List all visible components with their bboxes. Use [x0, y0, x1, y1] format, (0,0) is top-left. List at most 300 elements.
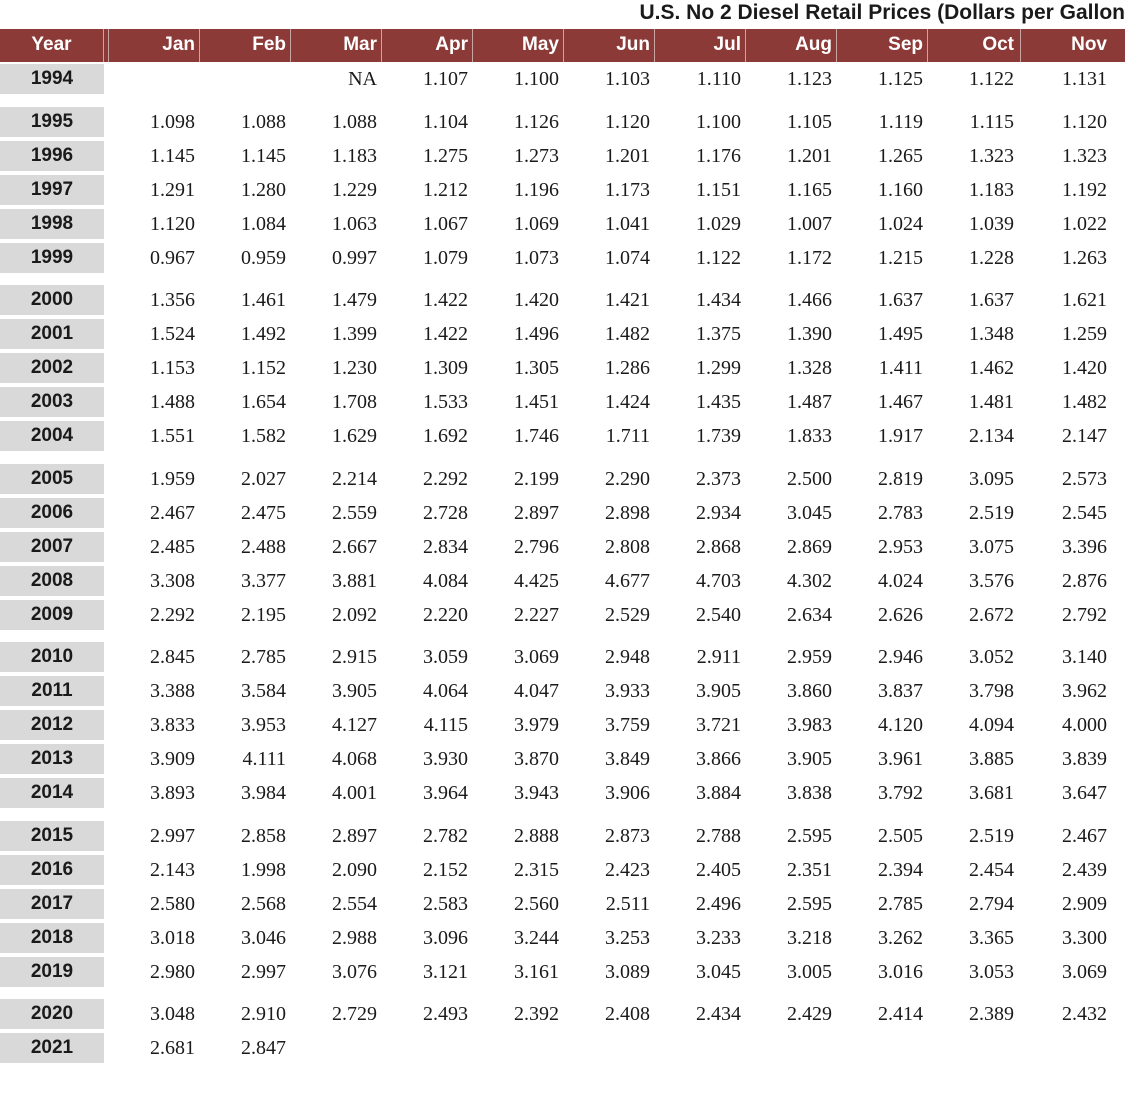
price-cell: 3.069: [1062, 961, 1107, 983]
price-cell: 1.212: [423, 179, 468, 201]
price-cell: 1.100: [514, 68, 559, 90]
price-cell: 3.096: [423, 927, 468, 949]
price-cell: 2.667: [332, 536, 377, 558]
price-cell: 3.983: [787, 714, 832, 736]
price-cell: 3.365: [969, 927, 1014, 949]
price-cell: 3.906: [605, 782, 650, 804]
table-row: [0, 387, 1125, 417]
price-cell: 3.052: [969, 646, 1014, 668]
price-cell: 2.315: [514, 859, 559, 881]
price-cell: 1.420: [514, 289, 559, 311]
price-cell: 1.120: [150, 213, 195, 235]
price-cell: 2.220: [423, 604, 468, 626]
price-cell: 3.377: [241, 570, 286, 592]
year-cell: 2010: [0, 642, 104, 672]
price-cell: 2.467: [1062, 825, 1107, 847]
price-cell: 1.746: [514, 425, 559, 447]
price-cell: 0.959: [241, 247, 286, 269]
table-row: [0, 676, 1125, 706]
price-cell: 2.195: [241, 604, 286, 626]
price-cell: 2.788: [696, 825, 741, 847]
table-row: [0, 107, 1125, 137]
price-cell: 1.348: [969, 323, 1014, 345]
price-cell: 1.654: [241, 391, 286, 413]
price-cell: 1.073: [514, 247, 559, 269]
price-cell: 2.467: [150, 502, 195, 524]
price-cell: 1.692: [423, 425, 468, 447]
price-cell: 3.759: [605, 714, 650, 736]
table-row: [0, 999, 1125, 1029]
year-cell: 2006: [0, 498, 104, 528]
price-cell: 4.115: [423, 714, 468, 736]
price-cell: 1.323: [969, 145, 1014, 167]
price-cell: 1.100: [696, 111, 741, 133]
price-cell: 2.834: [423, 536, 468, 558]
price-cell: 2.505: [878, 825, 923, 847]
price-cell: 1.029: [696, 213, 741, 235]
price-cell: 1.420: [1062, 357, 1107, 379]
table-row: [0, 923, 1125, 953]
year-cell: 1999: [0, 243, 104, 273]
price-cell: 2.488: [241, 536, 286, 558]
table-row: [0, 141, 1125, 171]
price-cell: 1.201: [605, 145, 650, 167]
price-cell: 3.792: [878, 782, 923, 804]
price-cell: 2.785: [878, 893, 923, 915]
price-cell: 1.467: [878, 391, 923, 413]
price-cell: 1.196: [514, 179, 559, 201]
price-cell: 3.962: [1062, 680, 1107, 702]
price-cell: [108, 64, 199, 94]
column-header-nov: Nov: [1020, 29, 1111, 62]
year-cell: 1994: [0, 64, 104, 94]
price-cell: 2.351: [787, 859, 832, 881]
price-cell: 1.022: [1062, 213, 1107, 235]
column-header-sep: Sep: [836, 29, 927, 62]
price-cell: 2.475: [241, 502, 286, 524]
price-cell: 1.024: [878, 213, 923, 235]
price-cell: 1.165: [787, 179, 832, 201]
price-cell: 1.151: [696, 179, 741, 201]
price-cell: [381, 1033, 472, 1063]
price-cell: 4.425: [514, 570, 559, 592]
price-cell: 2.392: [514, 1003, 559, 1025]
price-cell: 1.739: [696, 425, 741, 447]
price-cell: 2.583: [423, 893, 468, 915]
price-cell: 3.839: [1062, 748, 1107, 770]
price-cell: 2.573: [1062, 468, 1107, 490]
price-cell: 1.229: [332, 179, 377, 201]
price-cell: 1.122: [696, 247, 741, 269]
price-cell: 1.176: [696, 145, 741, 167]
price-cell: 3.930: [423, 748, 468, 770]
price-cell: 2.898: [605, 502, 650, 524]
year-cell: 2008: [0, 566, 104, 596]
price-cell: 1.215: [878, 247, 923, 269]
price-cell: 2.214: [332, 468, 377, 490]
price-cell: 2.910: [241, 1003, 286, 1025]
table-row: [0, 778, 1125, 808]
price-cell: 2.152: [423, 859, 468, 881]
price-cell: 1.621: [1062, 289, 1107, 311]
price-cell: 1.833: [787, 425, 832, 447]
price-cell: 2.796: [514, 536, 559, 558]
price-cell: 3.121: [423, 961, 468, 983]
price-cell: 1.273: [514, 145, 559, 167]
price-cell: 1.067: [423, 213, 468, 235]
column-header-feb: Feb: [199, 29, 290, 62]
price-cell: 1.098: [150, 111, 195, 133]
year-cell: 2019: [0, 957, 104, 987]
price-cell: 2.580: [150, 893, 195, 915]
year-cell: 2017: [0, 889, 104, 919]
price-cell: 1.461: [241, 289, 286, 311]
price-cell: 1.708: [332, 391, 377, 413]
price-cell: 3.905: [696, 680, 741, 702]
price-cell: 2.997: [150, 825, 195, 847]
column-header-jun: Jun: [563, 29, 654, 62]
price-cell: 3.048: [150, 1003, 195, 1025]
price-cell: 2.785: [241, 646, 286, 668]
price-cell: 2.911: [696, 646, 741, 668]
price-cell: 1.356: [150, 289, 195, 311]
price-cell: 1.145: [241, 145, 286, 167]
price-cell: 3.933: [605, 680, 650, 702]
price-cell: 1.122: [969, 68, 1014, 90]
price-cell: 1.479: [332, 289, 377, 311]
price-cell: 1.007: [787, 213, 832, 235]
price-cell: 1.533: [423, 391, 468, 413]
price-cell: 1.305: [514, 357, 559, 379]
price-cell: 0.967: [150, 247, 195, 269]
price-cell: [472, 1033, 563, 1063]
price-cell: 1.637: [969, 289, 1014, 311]
price-cell: 2.595: [787, 893, 832, 915]
year-cell: 2021: [0, 1033, 104, 1063]
price-cell: 1.451: [514, 391, 559, 413]
price-cell: [199, 64, 290, 94]
price-cell: 1.152: [241, 357, 286, 379]
price-cell: 1.495: [878, 323, 923, 345]
price-cell: 0.997: [332, 247, 377, 269]
table-row: [0, 855, 1125, 885]
price-cell: 4.000: [1062, 714, 1107, 736]
price-cell: 3.964: [423, 782, 468, 804]
price-cell: 3.881: [332, 570, 377, 592]
price-cell: 1.299: [696, 357, 741, 379]
price-cell: 2.845: [150, 646, 195, 668]
price-cell: 1.125: [878, 68, 923, 90]
price-cell: 3.961: [878, 748, 923, 770]
price-cell: 1.123: [787, 68, 832, 90]
price-cell: 1.390: [787, 323, 832, 345]
column-header-aug: Aug: [745, 29, 836, 62]
table-row: [0, 566, 1125, 596]
price-cell: 3.053: [969, 961, 1014, 983]
table-row: [0, 744, 1125, 774]
price-cell: 2.595: [787, 825, 832, 847]
price-cell: 1.421: [605, 289, 650, 311]
price-cell: 2.728: [423, 502, 468, 524]
price-cell: 2.782: [423, 825, 468, 847]
price-cell: 3.984: [241, 782, 286, 804]
table-row: [0, 175, 1125, 205]
price-cell: 2.147: [1062, 425, 1107, 447]
price-cell: 2.959: [787, 646, 832, 668]
price-cell: 3.866: [696, 748, 741, 770]
price-cell: 1.265: [878, 145, 923, 167]
table-title: U.S. No 2 Diesel Retail Prices (Dollars per Gallon: [639, 1, 1125, 24]
price-cell: 3.233: [696, 927, 741, 949]
price-cell: 2.869: [787, 536, 832, 558]
price-cell: 3.905: [332, 680, 377, 702]
price-cell: 1.424: [605, 391, 650, 413]
price-cell: 3.979: [514, 714, 559, 736]
price-cell: 1.104: [423, 111, 468, 133]
year-cell: 2011: [0, 676, 104, 706]
price-cell: 1.088: [241, 111, 286, 133]
year-cell: 2005: [0, 464, 104, 494]
price-cell: 2.414: [878, 1003, 923, 1025]
price-cell: 3.647: [1062, 782, 1107, 804]
price-cell: 3.909: [150, 748, 195, 770]
price-cell: 2.092: [332, 604, 377, 626]
price-cell: 2.953: [878, 536, 923, 558]
price-cell: 2.432: [1062, 1003, 1107, 1025]
price-cell: 1.041: [605, 213, 650, 235]
price-cell: 2.493: [423, 1003, 468, 1025]
price-cell: 1.482: [605, 323, 650, 345]
year-cell: 1997: [0, 175, 104, 205]
price-cell: 1.119: [878, 111, 923, 133]
price-cell: [745, 1033, 836, 1063]
column-header-apr: Apr: [381, 29, 472, 62]
price-cell: 1.084: [241, 213, 286, 235]
price-cell: [563, 1033, 654, 1063]
price-cell: 1.524: [150, 323, 195, 345]
price-cell: 1.959: [150, 468, 195, 490]
price-cell: 3.893: [150, 782, 195, 804]
column-header-row: [0, 29, 1125, 62]
price-cell: 3.721: [696, 714, 741, 736]
price-cell: 1.103: [605, 68, 650, 90]
price-cell: 1.399: [332, 323, 377, 345]
price-cell: 1.275: [423, 145, 468, 167]
price-cell: 1.069: [514, 213, 559, 235]
price-cell: 4.302: [787, 570, 832, 592]
price-cell: 3.018: [150, 927, 195, 949]
price-cell: 1.323: [1062, 145, 1107, 167]
price-cell: 1.462: [969, 357, 1014, 379]
price-cell: 3.943: [514, 782, 559, 804]
price-cell: 4.120: [878, 714, 923, 736]
price-cell: 1.079: [423, 247, 468, 269]
price-cell: 1.120: [605, 111, 650, 133]
price-cell: 1.074: [605, 247, 650, 269]
price-cell: 2.227: [514, 604, 559, 626]
price-cell: 1.153: [150, 357, 195, 379]
price-cell: 3.884: [696, 782, 741, 804]
year-cell: 2013: [0, 744, 104, 774]
price-cell: 2.511: [605, 893, 650, 915]
year-cell: 2007: [0, 532, 104, 562]
price-cell: 1.917: [878, 425, 923, 447]
year-cell: 2016: [0, 855, 104, 885]
price-cell: 2.858: [241, 825, 286, 847]
table-row: [0, 600, 1125, 630]
table-row: [0, 319, 1125, 349]
price-cell: 3.075: [969, 536, 1014, 558]
price-cell: 2.496: [696, 893, 741, 915]
price-cell: 3.396: [1062, 536, 1107, 558]
price-cell: 1.173: [605, 179, 650, 201]
price-cell: 3.308: [150, 570, 195, 592]
price-cell: 3.300: [1062, 927, 1107, 949]
year-cell: 2000: [0, 285, 104, 315]
price-cell: 1.711: [605, 425, 650, 447]
year-cell: 2012: [0, 710, 104, 740]
price-cell: 2.934: [696, 502, 741, 524]
price-cell: 2.568: [241, 893, 286, 915]
table-row: [0, 821, 1125, 851]
table-row: [0, 209, 1125, 239]
price-cell: 1.145: [150, 145, 195, 167]
price-cell: 3.005: [787, 961, 832, 983]
year-cell: 2014: [0, 778, 104, 808]
price-cell: [836, 1033, 927, 1063]
price-cell: 4.094: [969, 714, 1014, 736]
price-cell: 2.529: [605, 604, 650, 626]
price-cell: 1.487: [787, 391, 832, 413]
year-cell: 1995: [0, 107, 104, 137]
price-cell: 1.201: [787, 145, 832, 167]
table-row: [0, 710, 1125, 740]
price-cell: 1.039: [969, 213, 1014, 235]
price-cell: 2.027: [241, 468, 286, 490]
price-cell: 3.798: [969, 680, 1014, 702]
price-cell: [290, 1033, 381, 1063]
price-cell: 2.485: [150, 536, 195, 558]
price-cell: 1.131: [1062, 68, 1107, 90]
price-cell: 2.373: [696, 468, 741, 490]
price-cell: 3.681: [969, 782, 1014, 804]
price-cell: 3.833: [150, 714, 195, 736]
price-cell: 3.218: [787, 927, 832, 949]
price-cell: 1.107: [423, 68, 468, 90]
price-cell: 1.422: [423, 289, 468, 311]
price-cell: 1.422: [423, 323, 468, 345]
price-cell: 1.496: [514, 323, 559, 345]
price-cell: 2.792: [1062, 604, 1107, 626]
price-cell: 1.328: [787, 357, 832, 379]
price-cell: 2.143: [150, 859, 195, 881]
year-cell: 2003: [0, 387, 104, 417]
price-cell: 1.411: [878, 357, 923, 379]
price-cell: 1.466: [787, 289, 832, 311]
price-cell: 3.016: [878, 961, 923, 983]
price-cell: 2.897: [332, 825, 377, 847]
price-cell: 2.199: [514, 468, 559, 490]
price-cell: 1.126: [514, 111, 559, 133]
price-cell: 2.783: [878, 502, 923, 524]
table-row: [0, 353, 1125, 383]
price-cell: 1.120: [1062, 111, 1107, 133]
price-cell: 3.837: [878, 680, 923, 702]
price-cell: 4.064: [423, 680, 468, 702]
price-cell: 2.808: [605, 536, 650, 558]
price-cell: 3.905: [787, 748, 832, 770]
table-row: [0, 464, 1125, 494]
column-header-oct: Oct: [927, 29, 1018, 62]
price-cell: 2.997: [241, 961, 286, 983]
price-cell: 1.551: [150, 425, 195, 447]
year-cell: 2009: [0, 600, 104, 630]
year-cell: 2001: [0, 319, 104, 349]
price-cell: 1.286: [605, 357, 650, 379]
price-cell: 2.454: [969, 859, 1014, 881]
column-header-mar: Mar: [290, 29, 381, 62]
price-cell: 3.953: [241, 714, 286, 736]
price-cell: 2.560: [514, 893, 559, 915]
price-cell: 4.024: [878, 570, 923, 592]
price-cell: 1.063: [332, 213, 377, 235]
price-cell: 1.582: [241, 425, 286, 447]
price-cell: 2.292: [150, 604, 195, 626]
price-cell: 3.161: [514, 961, 559, 983]
price-cell: [927, 1033, 1018, 1063]
price-cell: 1.280: [241, 179, 286, 201]
year-cell: 1996: [0, 141, 104, 171]
price-cell: 3.059: [423, 646, 468, 668]
price-cell: 1.434: [696, 289, 741, 311]
year-cell: 1998: [0, 209, 104, 239]
price-cell: 2.888: [514, 825, 559, 847]
price-cell: 1.115: [969, 111, 1014, 133]
price-cell: 3.849: [605, 748, 650, 770]
price-cell: [654, 1033, 745, 1063]
price-cell: 1.105: [787, 111, 832, 133]
column-header-may: May: [472, 29, 563, 62]
price-cell: 1.309: [423, 357, 468, 379]
price-cell: 2.819: [878, 468, 923, 490]
column-header-jan: Jan: [108, 29, 199, 62]
table-row: [0, 421, 1125, 451]
price-cell: 2.408: [605, 1003, 650, 1025]
column-header-year: Year: [0, 29, 104, 62]
price-cell: 1.088: [332, 111, 377, 133]
price-cell: 2.868: [696, 536, 741, 558]
price-cell: 2.980: [150, 961, 195, 983]
price-cell: 4.127: [332, 714, 377, 736]
price-cell: 2.948: [605, 646, 650, 668]
price-cell: 2.439: [1062, 859, 1107, 881]
price-cell: 1.375: [696, 323, 741, 345]
price-cell: 1.192: [1062, 179, 1107, 201]
price-cell: 2.394: [878, 859, 923, 881]
price-cell: 1.435: [696, 391, 741, 413]
table-row: [0, 532, 1125, 562]
price-cell: 3.045: [696, 961, 741, 983]
price-cell: 2.672: [969, 604, 1014, 626]
price-cell: 4.111: [242, 748, 286, 770]
price-cell: 2.545: [1062, 502, 1107, 524]
price-cell: 2.540: [696, 604, 741, 626]
price-cell: 3.045: [787, 502, 832, 524]
price-cell: 4.047: [514, 680, 559, 702]
price-cell: 1.998: [241, 859, 286, 881]
price-cell: 1.259: [1062, 323, 1107, 345]
table-row: [0, 498, 1125, 528]
